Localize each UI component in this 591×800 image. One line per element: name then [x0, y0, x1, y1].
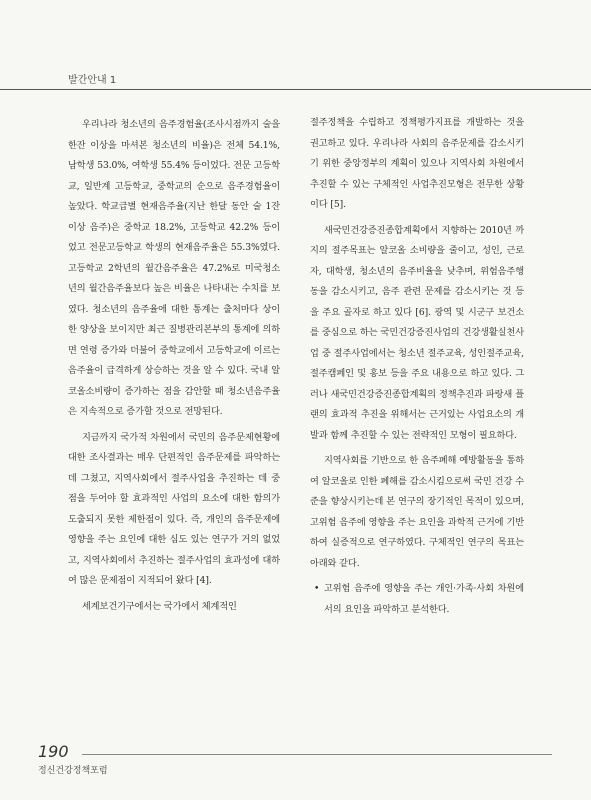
left-paragraph-1: 우리나라 청소년의 음주경험율(조사시점까지 술을 한잔 이상을 마셔본 청소년의 비율)은 전체 54.1%, 남학생 53.0%, 여학생 55.4% 등이었다. 전문 고등학교, 일반계 고등학교, 중학교의 순으로 음주경험율이 높았다. 학교급별 현재음주율(지난 한달 동안 술 1잔 이상 음주)은 중학교 18.2%, 고등학교 42.2% 등이었고 전문고등학교 학생의 현재음주율은 55.3%였다. 고등학교 2학년의 월간음주율은 47.2%로 미국청소년의 월간음주율보다 높은 비율은 나타내는 수치를 보였다. 청소년의 음주율에 대한 통계는 출처마다 상이한 양상을 보이지만 최근 질병관리본부의 통계에 의하면 연령 증가와 더불어 중학교에서 고등학교에 이르는 음주율이 급격하게 상승하는 것을 알 수 있다. 국내 알코올소비량이 증가하는 점을 감안할 때 청소년음주율은 지속적으로 증가할 것으로 전망된다.	[68, 119, 280, 417]
bullet-icon: •	[314, 583, 320, 594]
right-paragraph-1: 절주정책을 수립하고 정책평가지표를 개발하는 것을 권고하고 있다. 우리나라 사회의 음주문제를 감소시키기 위한 중앙정부의 계획이 있으나 지역사회 차원에서 추진할 수 있는 구체적인 사업추진모형은 전무한 상황이다 [5].	[310, 117, 524, 210]
footer-divider	[82, 754, 552, 755]
bullet-item	[310, 579, 524, 620]
right-column	[310, 113, 524, 620]
bullet-text: 고위험 음주에 영향을 주는 개인·가족·사회 차원에서의 요인을 파악하고 분석한다.	[324, 583, 524, 615]
left-paragraph-3: 세계보건기구에서는 국가에서 체계적인	[82, 600, 237, 612]
journal-name: 정신건강정책포럼	[38, 766, 108, 776]
right-paragraph-3: 지역사회를 기반으로 한 음주폐해 예방활동을 통하여 알코올로 인한 폐해를 감소시킴으로써 국민 건강 수준을 향상시키는데 본 연구의 장기적인 목적이 있으며, 고위험 음주에 영향을 주는 요인을 과학적 근거에 기반하여 실증적으로 연구하였다. 구체적인 연구의 목표는 아래와 같다.	[310, 455, 524, 569]
header-divider	[0, 89, 591, 90]
right-paragraph-2: 새국민건강증진종합계획에서 지향하는 2010년 까지의 절주목표는 알코올 소비량을 줄이고, 성인, 근로자, 대학생, 청소년의 음주비율을 낮추며, 위험음주행동을 감소시키고, 음주 관련 문제를 감소시키는 것 등을 주요 골자로 하고 있다 [6]. 광역 및 시군구 보건소를 중심으로 하는 국민건강증진사업의 건강생활실천사업 중 절주사업에서는 청소년 절주교육, 성인절주교육, 절주캠페인 및 홍보 등을 주요 내용으로 하고 있다. 그러나 새국민건강증진종합계획의 정책추진과 파랑새 플랜의 효과적 추진을 위해서는 근거있는 사업요소의 개발과 함께 추진할 수 있는 전략적인 모형이 필요하다.	[310, 224, 524, 441]
left-paragraph-2: 지금까지 국가적 차원에서 국민의 음주문제현황에 대한 조사결과는 매우 단편적인 음주문제를 파악하는 데 그쳤고, 지역사회에서 절주사업을 추진하는 데 중점을 두어야 할 효과적인 사업의 요소에 대한 함의가 도출되지 못한 제한점이 있다. 즉, 개인의 음주문제에 영향을 주는 요인에 대한 심도 있는 연구가 거의 없었고, 지역사회에서 추진하는 절주사업의 효과성에 대하여 많은 문제점이 지적되어 왔다 [4].	[68, 431, 280, 586]
left-column	[68, 115, 280, 622]
page-number: 190	[38, 742, 69, 761]
section-label: 발간안내 1	[68, 75, 117, 86]
